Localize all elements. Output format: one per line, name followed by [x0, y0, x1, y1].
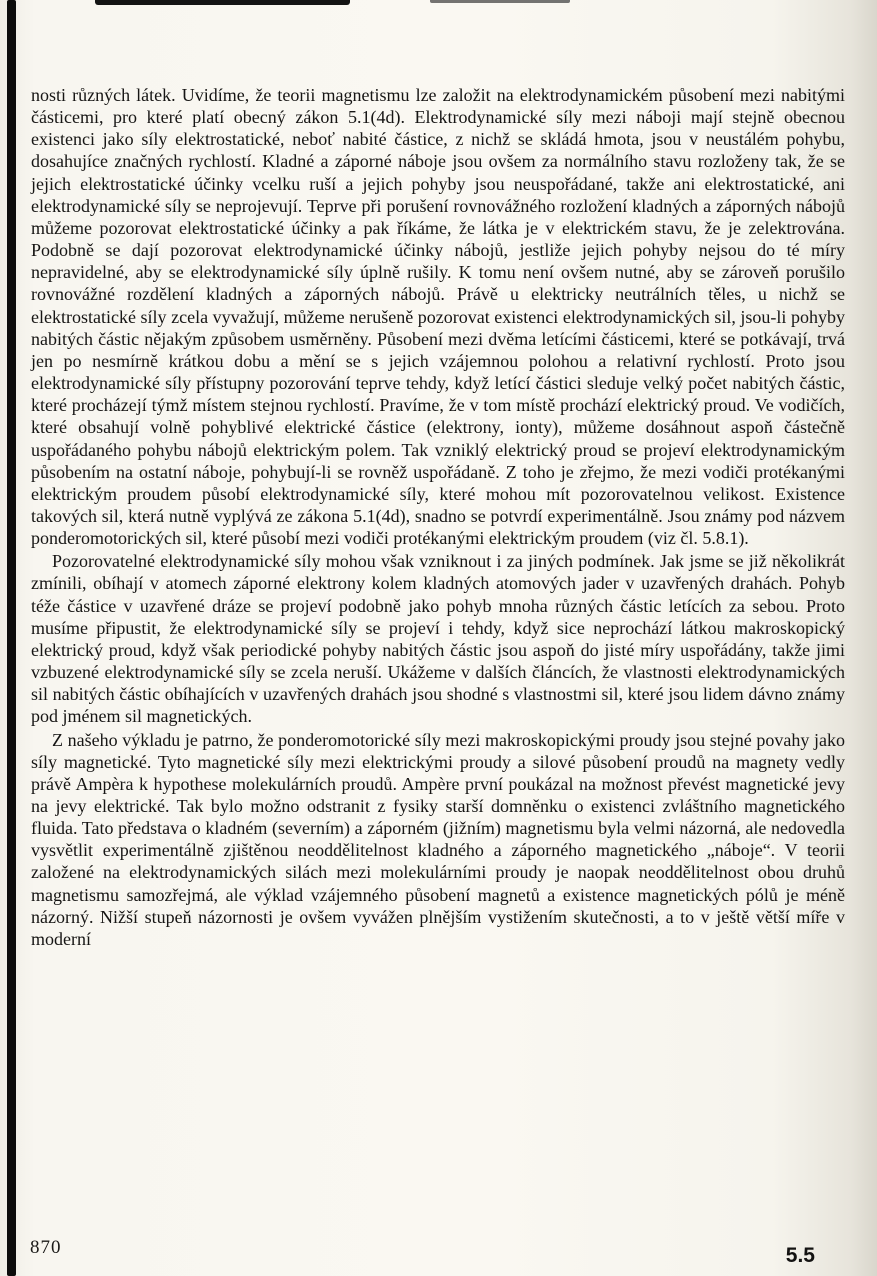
page-number: 870: [30, 1237, 62, 1258]
paragraph-1: nosti různých látek. Uvidíme, že teorii magnetismu lze založit na elektrodynamickém působení mezi nabitými částicemi, pro které platí obecný zákon 5.1(4d). Elektrodynamické síly mezi náboji mají stejně obecnou existenci jako síly elektrostatické, neboť nabité částice, z nichž se skládá hmota, jsou v neustálém pohybu, dosahujíce značných rychlostí. Kladné a záporné náboje jsou ovšem za normálního stavu rozloženy tak, že se jejich elektrostatické účinky vcelku ruší a jejich pohyby jsou neuspořádané, takže ani elektrostatické, ani elektrodynamické síly se neprojevují. Teprve při porušení rovnovážného rozložení kladných a záporných nábojů můžeme pozorovat elektrostatické účinky a pak říkáme, že látka je v elektrickém stavu, že je zelektrována. Podobně se dají pozorovat elektrodynamické účinky nábojů, jestliže jejich pohyby nejsou do té míry nepravidelné, aby se elektrodynamické síly úplně rušily. K tomu není ovšem nutné, aby se zároveň porušilo rovnovážné rozdělení kladných a záporných nábojů. Právě u elektricky neutrálních těles, u nichž se elektrostatické síly zcela vyvažují, můžeme nerušeně pozorovat existenci elektrodynamických sil, jsou-li pohyby nabitých částic nějakým způsobem usměrněny. Působení mezi dvěma letícími částicemi, které se potkávají, trvá jen po nesmírně krátkou dobu a mění se s jejich vzájemnou polohou a relativní rychlostí. Proto jsou elektrodynamické síly přístupny pozorování teprve tehdy, když letící částici sleduje velký počet nabitých částic, které procházejí týmž místem stejnou rychlostí. Pravíme, že v tom místě prochází elektrický proud. Ve vodičích, které obsahují volně pohyblivé elektrické částice (elektrony, ionty), můžeme dosáhnout aspoň částečně uspořádaného pohybu nábojů elektrickým polem. Tak vzniklý elektrický proud se projeví elektrodynamickým působením na ostatní náboje, pohybují-li se rovněž uspořádaně. Z toho je zřejmo, že mezi vodiči protékanými elektrickým proudem působí elektrodynamické síly, které mohou mít pozorovatelnou velikost. Existence takových sil, která nutně vyplývá ze zákona 5.1(4d), snadno se potvrdí experimentálně. Jsou známy pod názvem ponderomotorických sil, které působí mezi vodiči protékanými elektrickým proudem (viz čl. 5.8.1).: [31, 85, 845, 549]
scan-top-artifact-2: [430, 0, 570, 3]
scan-edge-artifact: [7, 0, 16, 1276]
paragraph-2: Pozorovatelné elektrodynamické síly mohou však vzniknout i za jiných podmínek. Jak jsme se již několikrát zmínili, obíhají v atomech záporné elektrony kolem kladných atomových jader v uzavřených drahách. Pohyb téže částice v uzavřené dráze se projeví podobně jako pohyb mnoha různých částic letících za sebou. Proto musíme připustit, že elektrodynamické síly se projeví i tehdy, když sice neprochází látkou makroskopický elektrický proud, když však periodické pohyby nabitých částic jsou aspoň do jisté míry uspořádány, takže jimi vzbuzené elektrodynamické síly se zcela neruší. Ukážeme v dalších článcích, že vlastnosti elektrodynamických sil nabitých částic obíhajících v uzavřených drahách jsou shodné s vlastnostmi sil, které jsou lidem dávno známy pod jménem sil magnetických.: [31, 551, 845, 727]
section-number: 5.5: [785, 1244, 815, 1267]
paragraph-3: Z našeho výkladu je patrno, že ponderomotorické síly mezi makroskopickými proudy jsou stejné povahy jako síly magnetické. Tyto magnetické síly mezi elektrickými proudy a silové působení proudů na magnety vedly právě Ampèra k hypothese molekulárních proudů. Ampère první poukázal na možnost převést magnetické jevy na jevy elektrické. Tak bylo možno odstranit z fysiky starší domněnku o existenci zvláštního magnetického fluida. Tato představa o kladném (severním) a záporném (jižním) magnetismu byla velmi názorná, ale nedovedla vysvětlit experimentálně zjištěnou neoddělitelnost kladného a záporného magnetického „náboje“. V teorii založené na elektrodynamických silách mezi molekulárními proudy je naopak neoddělitelnost obou druhů magnetismu samozřejmá, ale výklad vzájemného působení magnetů a existence magnetických pólů je méně názorný. Nižší stupeň názornosti je ovšem vyvážen plnějším vystižením skutečnosti, a to v ještě větší míře v moderní: [31, 729, 845, 949]
body-text: [31, 84, 845, 950]
scan-top-artifact: [95, 0, 350, 5]
